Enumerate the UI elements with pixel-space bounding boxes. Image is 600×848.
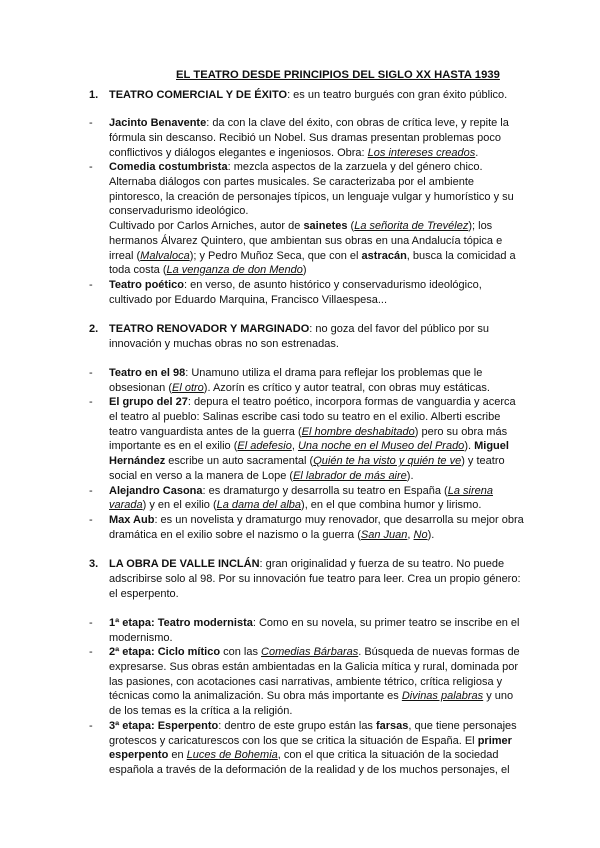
bullet: -: [89, 485, 93, 497]
benavente-line-2: fórmula sin descanso. Recibió un Nobel. Sus dramas presentan problemas poco: [109, 132, 501, 144]
costumbrista-line-7: irreal (Malvaloca); y Pedro Muñoz Seca, que con el astracán, busca la comicidad a: [109, 250, 516, 262]
etapa-3-line-4: española a través de la deformación de la realidad y de los muchos personajes, el: [109, 764, 510, 776]
bullet: -: [89, 161, 93, 173]
section-2-number: 2.: [89, 323, 99, 335]
aub-line-2: dramática en el exilio sobre el nazismo o la guerra (San Juan, No).: [109, 529, 435, 541]
work-title: Divinas palabras: [401, 690, 484, 702]
costumbrista-line-1: Comedia costumbrista: mezcla aspectos de la zarzuela y del género chico.: [109, 161, 483, 173]
section-2-heading-line: TEATRO RENOVADOR Y MARGINADO: no goza del favor del público por su: [109, 323, 490, 335]
g27-line-3: teatro vanguardista antes de la guerra (El hombre deshabitado) pero su obra más: [109, 426, 508, 438]
costumbrista-line-4: conservadurismo ideológico.: [109, 205, 249, 217]
work-title: Quién te ha visto y quién te ve: [313, 455, 462, 467]
bullet: -: [89, 646, 93, 658]
etapa-2-line-1: 2ª etapa: Ciclo mítico con las Comedias Bárbaras. Búsqueda de nuevas formas de: [109, 646, 520, 658]
work-title: La señorita de Trevélez: [354, 220, 469, 232]
work-title: El adefesio: [237, 440, 292, 452]
section-3-heading-line: LA OBRA DE VALLE INCLÁN: gran originalidad y fuerza de su teatro. No puede: [109, 558, 505, 570]
bullet: -: [89, 396, 93, 408]
etapa-2-line-3: las pasiones, con acotaciones casi narrativas, ambiente tétrico, crítica religiosa y: [109, 676, 503, 688]
costumbrista-line-6: hermanos Álvarez Quintero, que ambientan sus obras en una Andalucía tópica e: [109, 235, 503, 247]
work-title: La sirena: [447, 485, 493, 497]
section-2-heading: TEATRO RENOVADOR Y MARGINADO: [109, 323, 310, 335]
work-title: Una noche en el Museo del Prado: [297, 440, 465, 452]
casona-line-2: varada) y en el exilio (La dama del alba), en el que combina humor y lirismo.: [109, 499, 482, 511]
work-title: Comedias Bárbaras: [261, 646, 359, 658]
benavente-line-3: conflictivos y diálogos elegantes e ingeniosos. Obra: Los intereses creados.: [109, 147, 479, 159]
bullet: -: [89, 720, 93, 732]
section-1-number: 1.: [89, 89, 99, 101]
work-title: La dama del alba: [216, 499, 302, 511]
etapa-1-line-1: 1ª etapa: Teatro modernista: Como en su novela, su primer teatro se inscribe en el: [109, 617, 520, 629]
etapa-2-line-2: expresarse. Sus obras están ambientadas en la Galicia mítica y rural, dominada por: [109, 661, 519, 673]
costumbrista-line-5: Cultivado por Carlos Arniches, autor de sainetes (La señorita de Trevélez); los: [109, 220, 493, 232]
section-3-heading: LA OBRA DE VALLE INCLÁN: [109, 558, 260, 570]
bullet: -: [89, 514, 93, 526]
benavente-line-1: Jacinto Benavente: da con la clave del éxito, con obras de crítica leve, y repite la: [109, 117, 509, 129]
costumbrista-line-2: Alternaba diálogos con partes musicales. Se caracterizaba por el ambiente: [109, 176, 475, 188]
work-title: El hombre deshabitado: [301, 426, 415, 438]
work-title: Malvaloca: [140, 250, 190, 262]
section-3-number: 3.: [89, 558, 99, 570]
work-title: El labrador de más aire: [293, 470, 407, 482]
work-title: varada: [109, 499, 143, 511]
bullet: -: [89, 117, 93, 129]
document-title: EL TEATRO DESDE PRINCIPIOS DEL SIGLO XX HASTA 1939: [176, 69, 500, 81]
work-title: El otro: [172, 382, 204, 394]
work-title: La venganza de don Mendo: [166, 264, 303, 276]
bullet: -: [89, 617, 93, 629]
work-title: San Juan: [360, 529, 408, 541]
etapa-1-line-2: modernismo.: [109, 632, 173, 644]
etapa-3-line-2: grotescos y caricaturescos con los que se critica la situación de España. El primer: [109, 735, 512, 747]
t98-line-2: obsesionan (El otro). Azorín es crítico y autor teatral, con obras muy estáticas.: [109, 382, 490, 394]
work-title: Luces de Bohemia: [186, 749, 278, 761]
section-3-line-3: el esperpento.: [109, 588, 179, 600]
g27-line-6: social en verso a la manera de Lope (El labrador de más aire).: [109, 470, 414, 482]
etapa-2-line-4: técnicas como la animalización. Su obra más importante es Divinas palabras y uno: [109, 690, 514, 702]
g27-line-5: Hernández escribe un auto sacramental (Quién te ha visto y quién te ve) y teatro: [109, 455, 505, 467]
g27-line-2: el teatro al pueblo: Salinas escribe casi todo su teatro en el exilio. Alberti escribe: [109, 411, 501, 423]
etapa-2-line-5: de los temas es la crítica a la religión.: [109, 705, 293, 717]
bullet: -: [89, 367, 93, 379]
section-3-line-2: adscribirse solo al 98. Por su innovación fue teatro para leer. Crea un propio género:: [109, 573, 521, 585]
bullet: -: [89, 279, 93, 291]
etapa-3-line-1: 3ª etapa: Esperpento: dentro de este grupo están las farsas, que tiene personajes: [109, 720, 517, 732]
etapa-3-line-3: esperpento en Luces de Bohemia, con el que critica la situación de la sociedad: [109, 749, 499, 761]
casona-line-1: Alejandro Casona: es dramaturgo y desarrolla su teatro en España (La sirena: [109, 485, 493, 497]
section-1-heading-line: TEATRO COMERCIAL Y DE ÉXITO: es un teatro burgués con gran éxito público.: [109, 89, 508, 101]
g27-line-1: El grupo del 27: depura el teatro poético, incorpora formas de vanguardia y acerca: [109, 396, 516, 408]
poetico-line-2: cultivado por Eduardo Marquina, Francisco Villaespesa...: [109, 294, 388, 306]
section-2-line-2: innovación y muchas obras no son estrenadas.: [109, 338, 339, 350]
t98-line-1: Teatro en el 98: Unamuno utiliza el drama para reflejar los problemas que le: [109, 367, 483, 379]
costumbrista-line-8: toda costa (La venganza de don Mendo): [109, 264, 307, 276]
work-title: No: [413, 529, 428, 541]
costumbrista-line-3: pintoresco, la creación de personajes típicos, un lenguaje vulgar y humorístico y su: [109, 191, 514, 203]
work-title: Los intereses creados: [367, 147, 476, 159]
poetico-line-1: Teatro poético: en verso, de asunto histórico y conservadurismo ideológico,: [109, 279, 482, 291]
aub-line-1: Max Aub: es un novelista y dramaturgo muy renovador, que desarrolla su mejor obra: [109, 514, 524, 526]
g27-line-4: importante es en el exilio (El adefesio, Una noche en el Museo del Prado). Miguel: [109, 440, 509, 452]
section-1-heading: TEATRO COMERCIAL Y DE ÉXITO: [109, 89, 288, 101]
